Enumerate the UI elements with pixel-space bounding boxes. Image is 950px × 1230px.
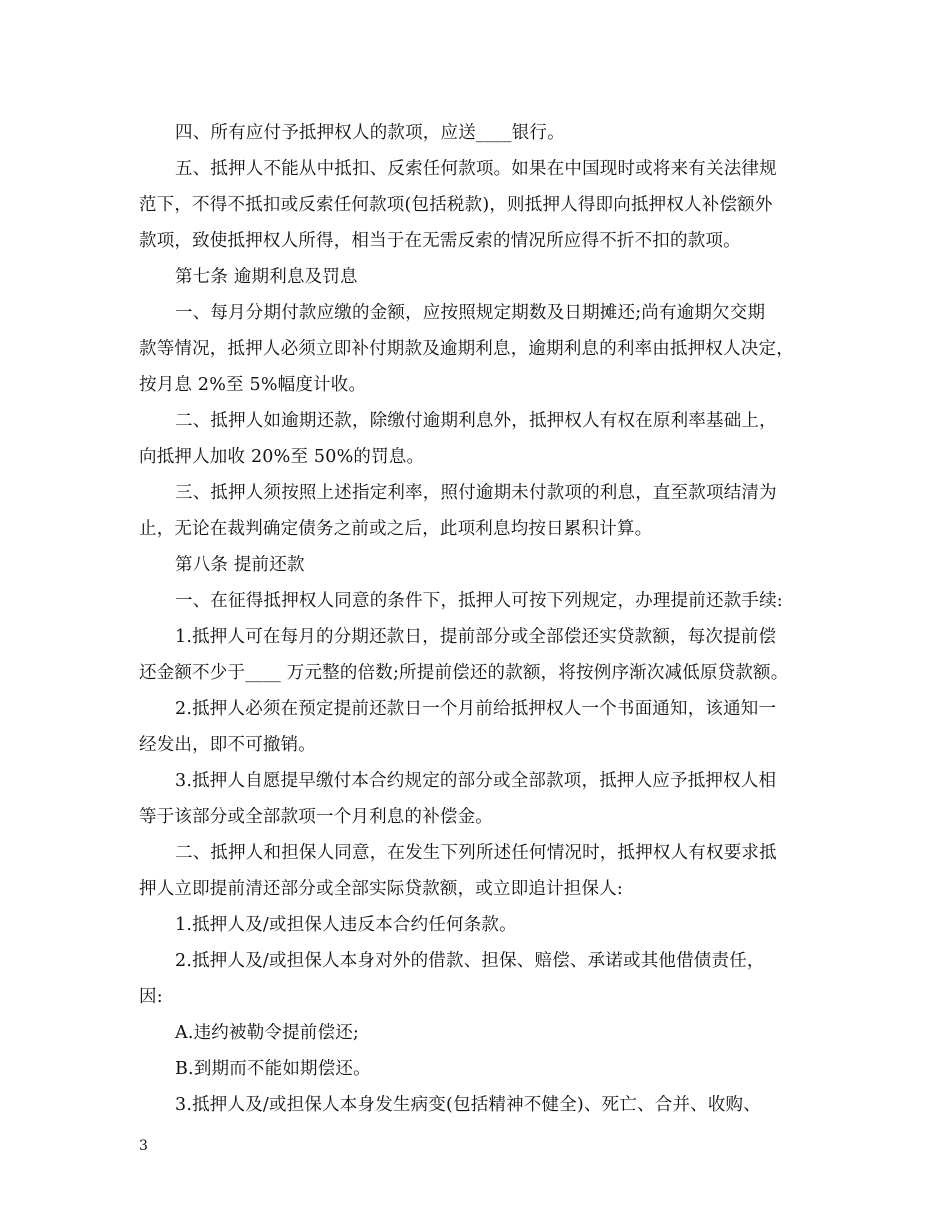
paragraph-line: 向抵押人加收 20%至 50%的罚息。 xyxy=(139,447,425,467)
paragraph-line: 因: xyxy=(139,987,163,1007)
paragraph-line: 一、在征得抵押权人同意的条件下，抵押人可按下列规定，办理提前还款手续: xyxy=(175,591,783,611)
paragraph-line: 款等情况，抵押人必须立即补付期款及逾期利息，逾期利息的利率由抵押权人决定， xyxy=(139,339,794,359)
paragraph-line: 3.抵押人及/或担保人本身发生病变(包括精神不健全)、死亡、合并、收购、 xyxy=(175,1095,761,1115)
paragraph-line: 一、每月分期付款应缴的金额，应按照规定期数及日期摊还;尚有逾期欠交期 xyxy=(175,303,766,323)
paragraph-line: 还金额不少于____ 万元整的倍数;所提前偿还的款额，将按例序渐次减低原贷款额。 xyxy=(139,663,789,683)
paragraph-line: B.到期而不能如期偿还。 xyxy=(175,1059,371,1079)
paragraph-line: 止，无论在裁判确定债务之前或之后，此项利息均按日累积计算。 xyxy=(139,519,653,539)
paragraph-line: A.违约被勒令提前偿还; xyxy=(175,1023,359,1043)
paragraph-line: 1.抵押人及/或担保人违反本合约任何条款。 xyxy=(175,915,517,935)
paragraph-line: 1.抵押人可在每月的分期还款日，提前部分或全部偿还实贷款额，每次提前偿 xyxy=(175,627,777,647)
paragraph-line: 三、抵押人须按照上述指定利率，照付逾期未付款项的利息，直至款项结清为 xyxy=(175,483,777,503)
paragraph-line: 四、所有应付予抵押权人的款项，应送____银行。 xyxy=(175,123,565,143)
paragraph-line: 二、抵押人如逾期还款，除缴付逾期利息外，抵押权人有权在原利率基础上， xyxy=(175,411,777,431)
section-heading: 第八条 提前还款 xyxy=(175,555,305,575)
paragraph-line: 按月息 2%至 5%幅度计收。 xyxy=(139,375,367,395)
paragraph-line: 款项，致使抵押权人所得，相当于在无需反索的情况所应得不折不扣的款项。 xyxy=(139,231,741,251)
page-number: 3 xyxy=(139,1138,148,1154)
paragraph-line: 经发出，即不可撤销。 xyxy=(139,735,316,755)
paragraph-line: 3.抵押人自愿提早缴付本合约规定的部分或全部款项，抵押人应予抵押权人相 xyxy=(175,771,777,791)
paragraph-line: 2.抵押人必须在预定提前还款日一个月前给抵押权人一个书面通知，该通知一 xyxy=(175,699,777,719)
paragraph-line: 等于该部分或全部款项一个月利息的补偿金。 xyxy=(139,807,493,827)
paragraph-line: 押人立即提前清还部分或全部实际贷款额，或立即追计担保人: xyxy=(139,879,623,899)
section-heading: 第七条 逾期利息及罚息 xyxy=(175,267,358,287)
paragraph-line: 范下，不得不抵扣或反索任何款项(包括税款)，则抵押人得即向抵押权人补偿额外 xyxy=(139,195,773,215)
paragraph-line: 2.抵押人及/或担保人本身对外的借款、担保、赔偿、承诺或其他借债责任， xyxy=(175,951,765,971)
paragraph-line: 二、抵押人和担保人同意，在发生下列所述任何情况时，抵押权人有权要求抵 xyxy=(175,843,777,863)
paragraph-line: 五、抵押人不能从中抵扣、反索任何款项。如果在中国现时或将来有关法律规 xyxy=(175,159,777,179)
